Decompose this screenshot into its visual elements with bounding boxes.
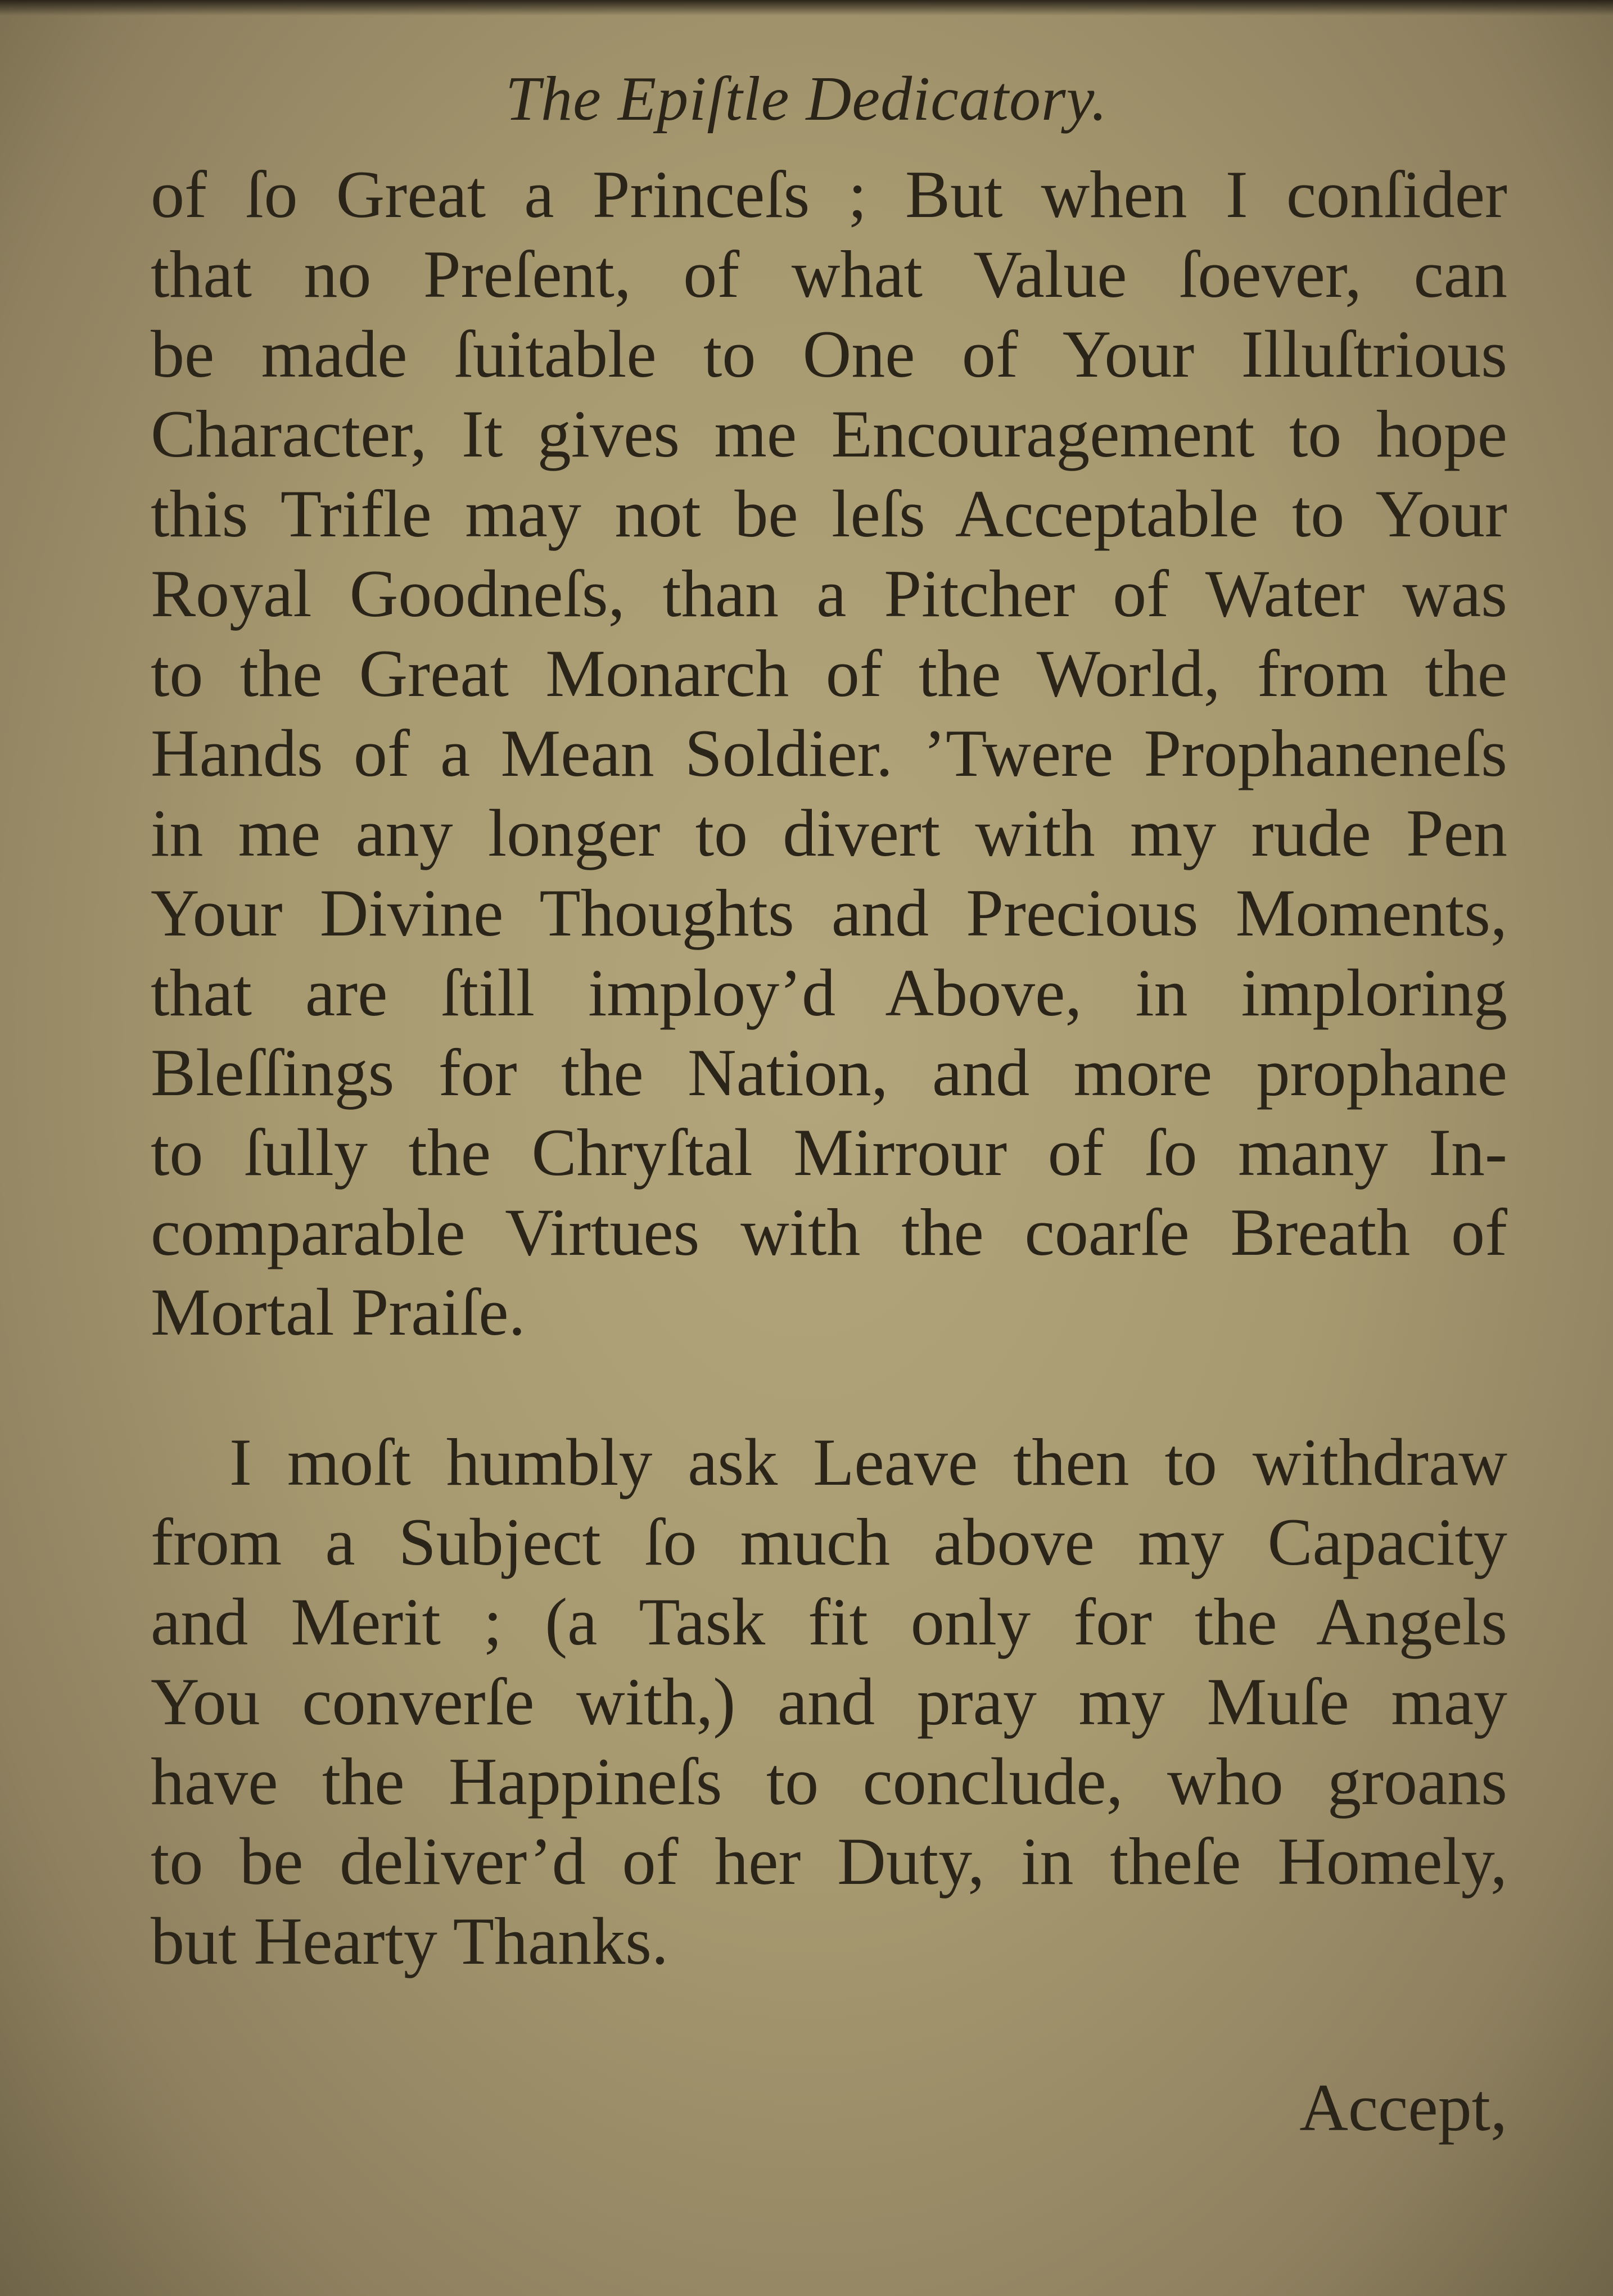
text-line: Royal Goodneſs, than a Pitcher of Water was (151, 556, 1507, 631)
text-line: from a Subject ſo much above my Capacity (151, 1504, 1507, 1579)
text-line: that are ſtill imploy’d Above, in imploring (151, 955, 1507, 1030)
text-line: and Merit ; (a Task fit only for the Angels (151, 1584, 1507, 1659)
text-line: but Hearty Thanks. (151, 1904, 668, 1978)
text-line: in me any longer to divert with my rude Pen (151, 796, 1507, 870)
text-line: to be deliver’d of her Duty, in theſe Homely, (151, 1824, 1507, 1899)
text-line: Bleſſings for the Nation, and more prophane (151, 1035, 1507, 1110)
page-edge-shadow (0, 0, 1613, 16)
text-line: Character, It gives me Encouragement to hope (151, 396, 1507, 471)
paragraph-2 (151, 1422, 1507, 1981)
text-line: comparable Virtues with the coarſe Breath of (151, 1195, 1507, 1269)
text-line: to ſully the Chryſtal Mirrour of ſo many In- (151, 1115, 1507, 1190)
text-line: Hands of a Mean Soldier. ’Twere Prophaneneſs (151, 716, 1507, 790)
text-line: Your Divine Thoughts and Precious Moments, (151, 875, 1507, 950)
paragraph-1 (151, 155, 1507, 1352)
text-line: You converſe with,) and pray my Muſe may (151, 1664, 1507, 1739)
running-header: The Epiſtle Dedicatory. (505, 64, 1108, 134)
text-line: of ſo Great a Princeſs ; But when I conſider (151, 157, 1507, 232)
text-line: to the Great Monarch of the World, from the (151, 636, 1507, 711)
text-line: Mortal Praiſe. (151, 1274, 526, 1349)
text-line: this Trifle may not be leſs Acceptable to Your (151, 476, 1507, 551)
text-line: that no Preſent, of what Value ſoever, can (151, 237, 1507, 311)
text-line: I moſt humbly ask Leave then to withdraw (229, 1425, 1507, 1499)
text-line: have the Happineſs to conclude, who groans (151, 1744, 1507, 1819)
text-line: be made ſuitable to One of Your Illuſtrious (151, 317, 1507, 391)
catchword: Accept, (1299, 2070, 1507, 2145)
